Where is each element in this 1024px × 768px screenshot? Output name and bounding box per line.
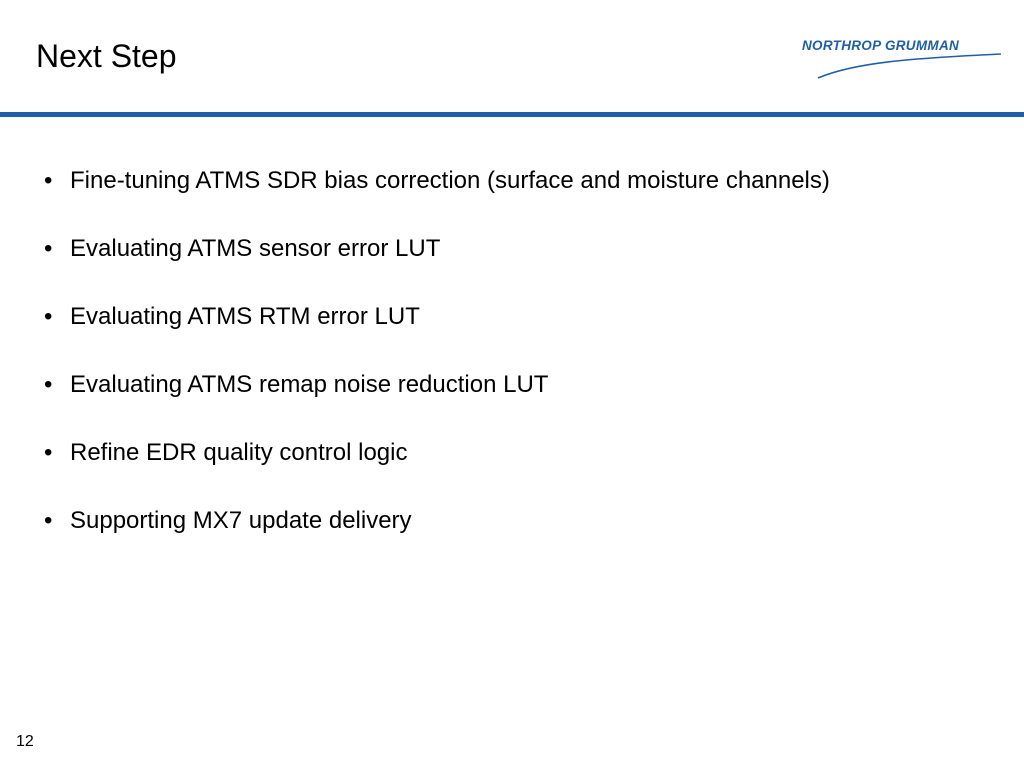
list-item-text: Evaluating ATMS remap noise reduction LUT bbox=[70, 371, 549, 398]
list-item bbox=[40, 164, 860, 198]
list-item-text: Evaluating ATMS sensor error LUT bbox=[70, 235, 441, 262]
northrop-grumman-logo bbox=[796, 32, 1006, 82]
list-item bbox=[40, 504, 900, 538]
bullet-dot-icon: • bbox=[44, 507, 53, 534]
list-item-text: Refine EDR quality control logic bbox=[70, 439, 408, 466]
list-item bbox=[40, 368, 900, 402]
logo-wordmark: NORTHROP GRUMMAN bbox=[802, 38, 960, 53]
list-item bbox=[40, 300, 900, 334]
bullet-dot-icon: • bbox=[44, 235, 53, 262]
bullet-dot-icon: • bbox=[44, 439, 53, 466]
list-item-text: Supporting MX7 update delivery bbox=[70, 507, 412, 534]
slide-title: Next Step bbox=[36, 38, 177, 74]
header-divider bbox=[0, 112, 1024, 117]
bullet-list bbox=[40, 164, 900, 572]
list-item bbox=[40, 436, 900, 470]
list-item bbox=[40, 232, 900, 266]
list-item-text: Fine-tuning ATMS SDR bias correction (surface and moisture channels) bbox=[70, 167, 830, 194]
list-item-text: Evaluating ATMS RTM error LUT bbox=[70, 303, 420, 330]
page-number: 12 bbox=[16, 733, 34, 750]
bullet-dot-icon: • bbox=[44, 167, 53, 194]
bullet-dot-icon: • bbox=[44, 303, 53, 330]
bullet-dot-icon: • bbox=[44, 371, 53, 398]
